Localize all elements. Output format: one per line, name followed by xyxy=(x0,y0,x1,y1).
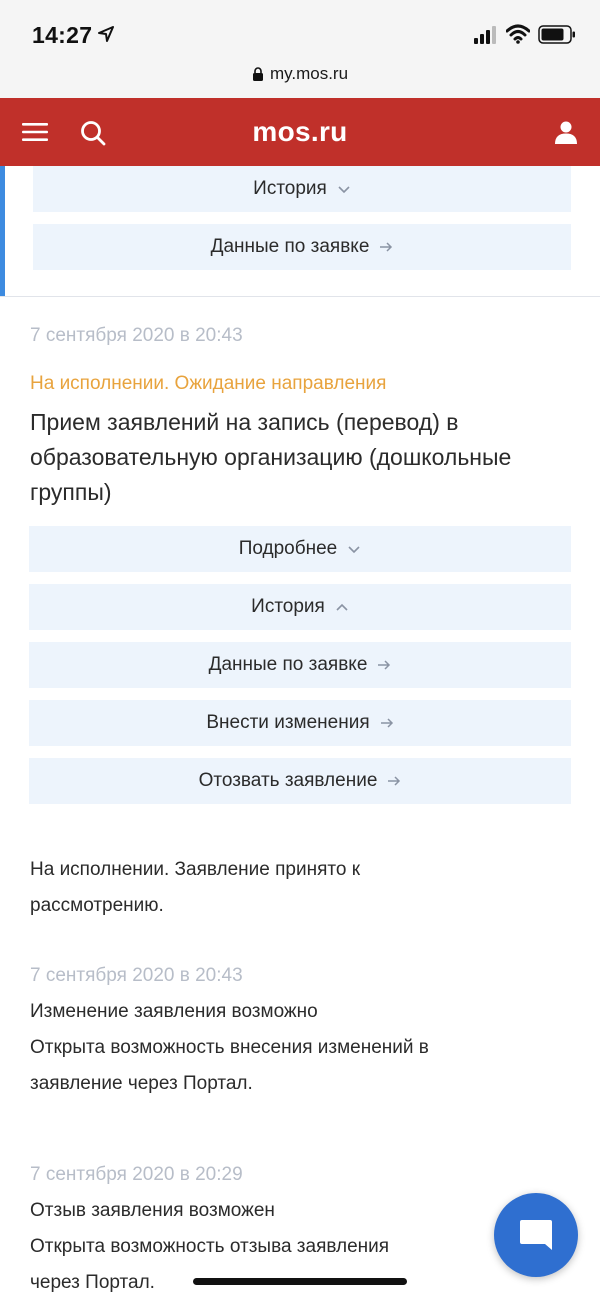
battery-icon xyxy=(538,25,576,44)
chat-button[interactable] xyxy=(494,1193,578,1277)
url-text: my.mos.ru xyxy=(269,64,349,83)
request-data-button-label: Данные по заявке xyxy=(210,236,370,257)
arrow-right-icon xyxy=(387,774,401,788)
brand-logo[interactable]: mos.ru xyxy=(252,116,348,147)
arrow-right-icon xyxy=(377,658,391,672)
lock-icon xyxy=(252,67,264,81)
chat-icon xyxy=(518,1217,554,1253)
card-accent-line xyxy=(0,166,5,296)
chevron-down-icon xyxy=(337,182,351,196)
history-event-title: Изменение заявления возможно xyxy=(30,1001,318,1022)
make-changes-button-label: Внести изменения xyxy=(206,712,370,733)
app-header xyxy=(0,98,600,166)
withdraw-button[interactable] xyxy=(29,758,571,804)
status-time: 14:27 xyxy=(32,22,93,48)
history-event-text: Открыта возможность отзыва заявления через Портал. xyxy=(30,1236,390,1293)
history-event-date: 7 сентября 2020 в 20:29 xyxy=(30,1164,243,1185)
cellular-signal-icon xyxy=(474,26,498,44)
chevron-up-icon xyxy=(335,600,349,614)
history-button-label: История xyxy=(251,596,325,617)
user-icon[interactable] xyxy=(554,120,578,144)
arrow-right-icon xyxy=(380,716,394,730)
history-button-label: История xyxy=(253,178,327,199)
application-date: 7 сентября 2020 в 20:43 xyxy=(30,325,243,346)
home-indicator xyxy=(193,1278,407,1285)
history-current-status: На исполнении. Заявление принято к рассмотрению. xyxy=(30,859,361,916)
ios-status-bar xyxy=(0,0,600,60)
wifi-icon xyxy=(506,24,530,44)
details-button[interactable] xyxy=(29,526,571,572)
chevron-down-icon xyxy=(347,542,361,556)
request-data-button-top[interactable] xyxy=(33,224,571,270)
application-title: Прием заявлений на запись (перевод) в образовательную организацию (дошкольные группы) xyxy=(30,409,512,505)
make-changes-button[interactable] xyxy=(29,700,571,746)
withdraw-button-label: Отозвать заявление xyxy=(198,770,378,791)
card-divider xyxy=(0,296,600,297)
history-event-date: 7 сентября 2020 в 20:43 xyxy=(30,965,243,986)
history-event-title: Отзыв заявления возможен xyxy=(30,1200,275,1221)
history-button-top[interactable] xyxy=(33,166,571,212)
arrow-right-icon xyxy=(379,240,393,254)
history-button[interactable] xyxy=(29,584,571,630)
details-button-label: Подробнее xyxy=(238,538,338,559)
request-data-button-label: Данные по заявке xyxy=(208,654,368,675)
application-status: На исполнении. Ожидание направления xyxy=(30,373,387,394)
history-event-text: Открыта возможность внесения изменений в заявление через Портал. xyxy=(30,1037,429,1094)
browser-url-bar[interactable] xyxy=(0,60,600,98)
location-arrow-icon xyxy=(98,26,114,42)
request-data-button[interactable] xyxy=(29,642,571,688)
